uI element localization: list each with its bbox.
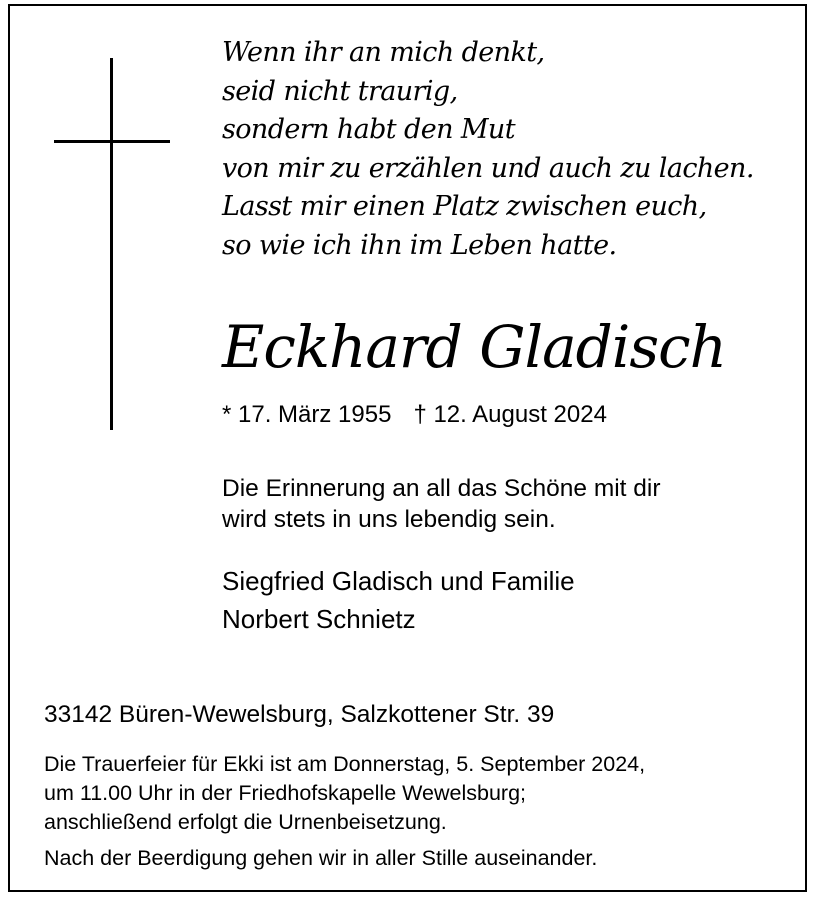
mourner-name: Siegfried Gladisch und Familie xyxy=(222,566,575,596)
birth-date: * 17. März 1955 xyxy=(222,401,392,428)
service-info xyxy=(44,750,645,837)
poem-line: Wenn ihr an mich denkt, xyxy=(222,37,545,68)
closing-note: Nach der Beerdigung gehen wir in aller Stille auseinander. xyxy=(44,846,598,870)
mourner-name: Norbert Schnietz xyxy=(222,604,416,634)
poem-line: so wie ich ihn im Leben hatte. xyxy=(222,229,617,261)
poem-line: von mir zu erzählen und auch zu lachen. xyxy=(222,152,754,184)
service-line: um 11.00 Uhr in der Friedhofskapelle Wewelsburg; xyxy=(44,781,526,805)
service-line: anschließend erfolgt die Urnenbeisetzung. xyxy=(44,810,447,834)
poem-line: Lasst mir einen Platz zwischen euch, xyxy=(222,191,707,222)
memory-text xyxy=(222,473,661,535)
cross-icon-horizontal xyxy=(54,140,170,143)
mourners-list xyxy=(222,562,575,638)
poem-line: sondern habt den Mut xyxy=(222,114,515,145)
deceased-name: Eckhard Gladisch xyxy=(222,313,726,381)
poem xyxy=(222,34,754,265)
cross-icon-vertical xyxy=(110,58,113,430)
poem-line: seid nicht traurig, xyxy=(222,75,458,107)
life-dates xyxy=(222,400,607,430)
service-line: Die Trauerfeier für Ekki ist am Donnerstag, 5. September 2024, xyxy=(44,752,646,776)
memory-line: Die Erinnerung an all das Schöne mit dir xyxy=(222,475,661,502)
death-date: † 12. August 2024 xyxy=(413,401,607,428)
address: 33142 Büren-Wewelsburg, Salzkottener Str. 39 xyxy=(44,701,555,728)
memory-line: wird stets in uns lebendig sein. xyxy=(222,506,556,533)
